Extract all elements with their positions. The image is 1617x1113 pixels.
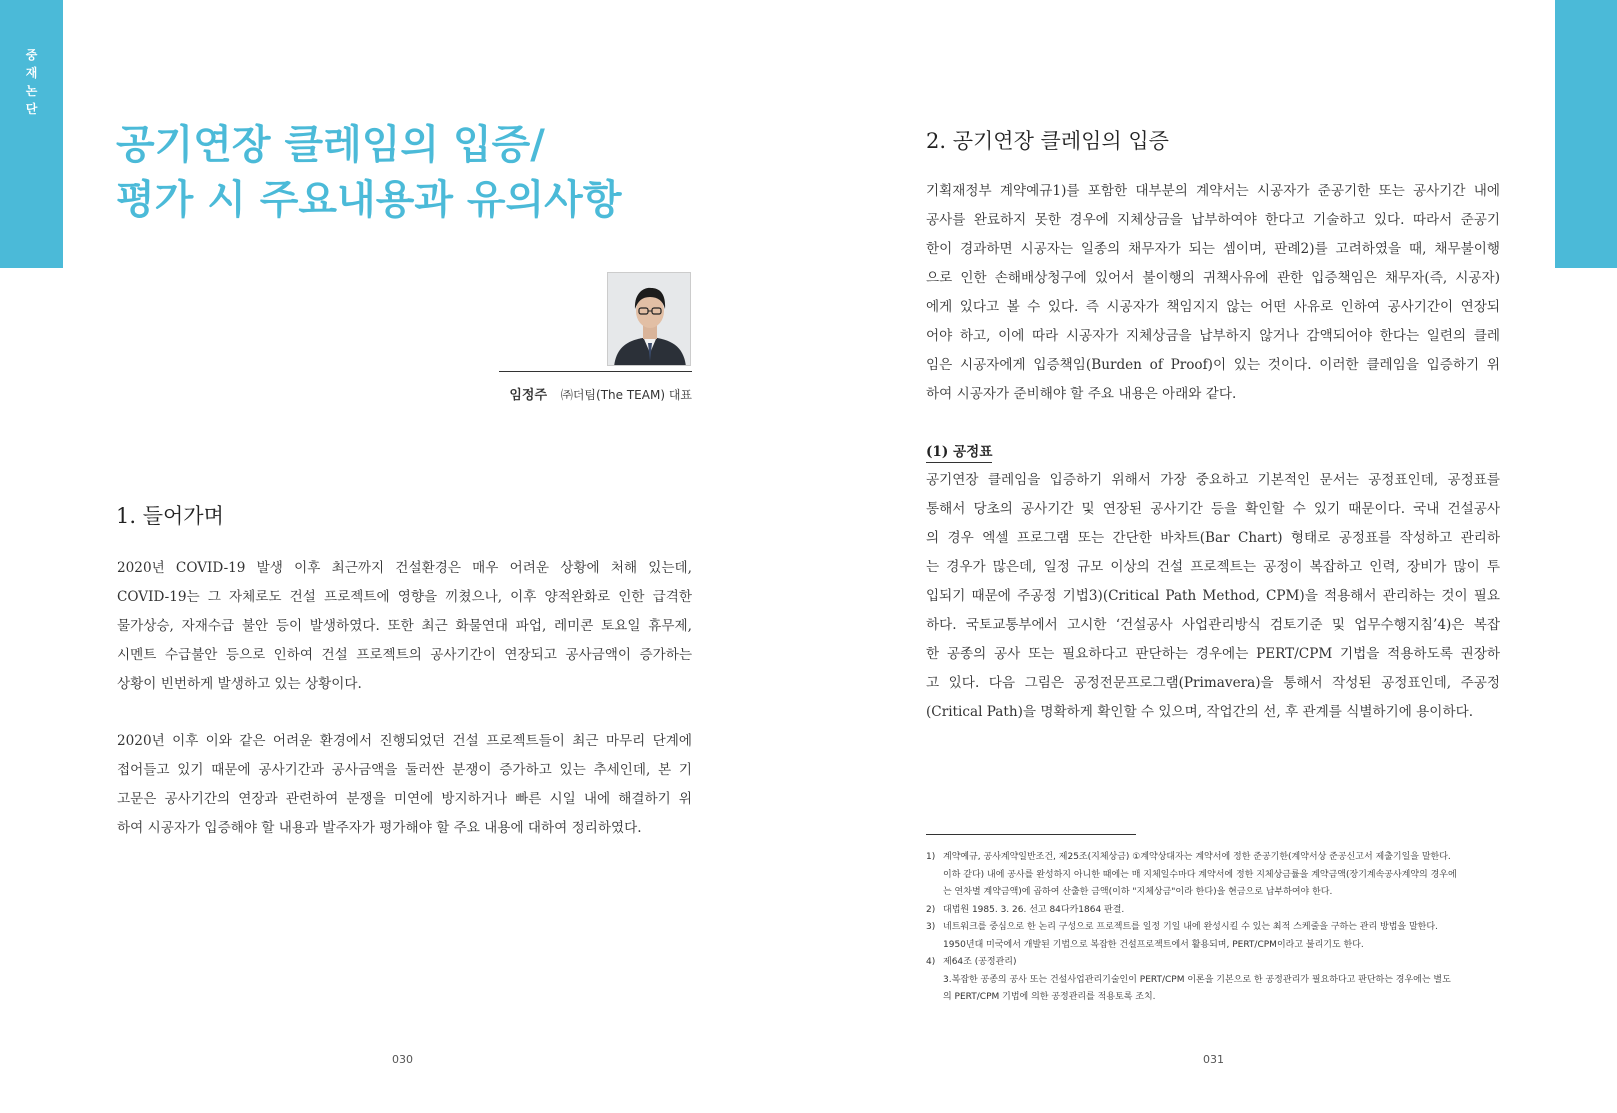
article-title bbox=[116, 118, 716, 228]
footnotes bbox=[926, 849, 1500, 1007]
author-byline bbox=[499, 384, 692, 403]
section-tab-label: 중 재 논 단 bbox=[25, 48, 38, 116]
subsection-heading-schedule: (1) 공정표 bbox=[926, 440, 992, 463]
section-2-heading: 2. 공기연장 클레임의 입증 bbox=[926, 129, 1169, 153]
section-2-intro: 기획재정부 계약예규1)를 포함한 대부분의 계약서는 시공자가 준공기한 또는 공사기간 내에 공사를 완료하지 못한 경우에 지체상금을 납부하여야 한다고 기술하고 있다. 따라서 준공기 한이 경과하면 시공자는 일종의 채무자가 되는 셈이며, 판례2)를 고려하였을 때, 채무불이행 으로 인한 손해배상청구에 있어서 불이행의 귀책사유에 관한 입증책임은 채무자(즉, 시공자) 에게 있다고 볼 수 있다. 즉 시공자가 책임지지 않는 어떤 사유로 인하여 공사기간이 연장되 어야 하고, 이에 따라 시공자가 지체상금을 납부하지 않거나 감액되어야 한다는 일련의 클레 임은 시공자에게 입증책임(Burden of Proof)이 있는 것이다. 이러한 클레임을 입증하기 위 하여 시공자가 준비해야 할 주요 내용은 아래와 같다. bbox=[926, 183, 1500, 402]
author-portrait-icon bbox=[608, 273, 691, 366]
footnote-2: 2) 대법원 1985. 3. 26. 선고 84다카1864 판결. bbox=[926, 904, 1125, 915]
author-photo bbox=[607, 272, 691, 366]
section-tab-left bbox=[0, 0, 63, 268]
footnote-divider bbox=[926, 834, 1136, 835]
subsection-schedule-paragraph: 공기연장 클레임을 입증하기 위해서 가장 중요하고 기본적인 문서는 공정표인데, 공정표를 통해서 당초의 공사기간 및 연장된 공사기간 등을 확인할 수 있기 때문이다. 국내 건설공사 의 경우 엑셀 프로그램 또는 간단한 바차트(Bar Chart) 형태로 공정표를 작성하고 관리하 는 경우가 많은데, 일정 규모 이상의 건설 프로젝트는 공정이 복잡하고 인력, 장비가 많이 투 입되기 때문에 주공정 기법3)(Critical Path Method, CPM)을 적용해서 관리하는 것이 필요 하다. 국토교통부에서 고시한 ‘건설공사 사업관리방식 검토기준 및 업무수행지침’4)은 복잡 한 공종의 공사 또는 필요하다고 판단하는 경우에는 PERT/CPM 기법을 적용하도록 권장하 고 있다. 다음 그림은 공정전문프로그램(Primavera)을 통해서 작성된 공정표인데, 주공정 (Critical Path)을 명확하게 확인할 수 있으며, 작업간의 선, 후 관계를 식별하기에 용이하다. bbox=[926, 472, 1500, 720]
section-1-paragraph-2: 2020년 이후 이와 같은 어려운 환경에서 진행되었던 건설 프로젝트들이 최근 마무리 단계에 접어들고 있기 때문에 공사기간과 공사금액을 둘러싼 분쟁이 증가하고 있는 추세인데, 본 기 고문은 공사기간의 연장과 관련하여 분쟁을 미연에 방지하거나 빠른 시일 내에 해결하기 위 하여 시공자가 입증해야 할 내용과 발주자가 평가해야 할 주요 내용에 대하여 정리하였다. bbox=[117, 733, 692, 836]
section-1-paragraph-1: 2020년 COVID-19 발생 이후 최근까지 건설환경은 매우 어려운 상황에 처해 있는데, COVID-19는 그 자체로도 건설 프로젝트에 영향을 끼쳤으나, 이후 양적완화로 인한 급격한 물가상승, 자재수급 불안 등이 발생하였다. 또한 최근 화물연대 파업, 레미콘 토요일 휴무제, 시멘트 수급불안 등으로 인하여 건설 프로젝트의 공사기간이 연장되고 공사금액이 증가하는 상황이 빈번하게 발생하고 있는 상황이다. bbox=[117, 560, 692, 692]
page-number-left: 030 bbox=[392, 1053, 413, 1066]
author-divider bbox=[499, 371, 692, 372]
author-name: 임정주 bbox=[509, 388, 548, 403]
author-affiliation: ㈜더팀(The TEAM) 대표 bbox=[560, 388, 692, 402]
footnote-1: 1) 계약예규, 공사계약일반조건, 제25조(지체상금) ①계약상대자는 계약서에 정한 준공기한(계약서상 준공신고서 제출기일을 말한다. 이하 같다) 내에 공사를 완성하지 아니한 때에는 매 지체일수마다 계약서에 정한 지체상금률을 계약금액(장기계속공사계약의 경우에 는 연차별 계약금액)에 곱하여 산출한 금액(이하 "지체상금"이라 한다)을 현금으로 납부하여야 한다. bbox=[926, 852, 1457, 897]
section-1-heading: 1. 들어가며 bbox=[116, 504, 224, 528]
section-tab-right bbox=[1555, 0, 1617, 268]
title-line-2: 평가 시 주요내용과 유의사항 bbox=[116, 177, 622, 223]
footnote-3: 3) 네트워크를 중심으로 한 논리 구성으로 프로젝트를 일정 기일 내에 완성시킬 수 있는 최적 스케줄을 구하는 관리 방법을 말한다. 1950년대 미국에서 개발된 기법으로 복잡한 건설프로젝트에서 활용되며, PERT/CPM이라고 불리기도 한다. bbox=[926, 922, 1438, 950]
title-line-1: 공기연장 클레임의 입증/ bbox=[116, 122, 545, 168]
page-number-right: 031 bbox=[1203, 1053, 1224, 1066]
footnote-4: 4) 제64조 (공정관리) 3.복잡한 공종의 공사 또는 건설사업관리기술인이 PERT/CPM 이론을 기본으로 한 공정관리가 필요하다고 판단하는 경우에는 별도 의 PERT/CPM 기법에 의한 공정관리를 적용토록 조치. bbox=[926, 957, 1451, 1002]
